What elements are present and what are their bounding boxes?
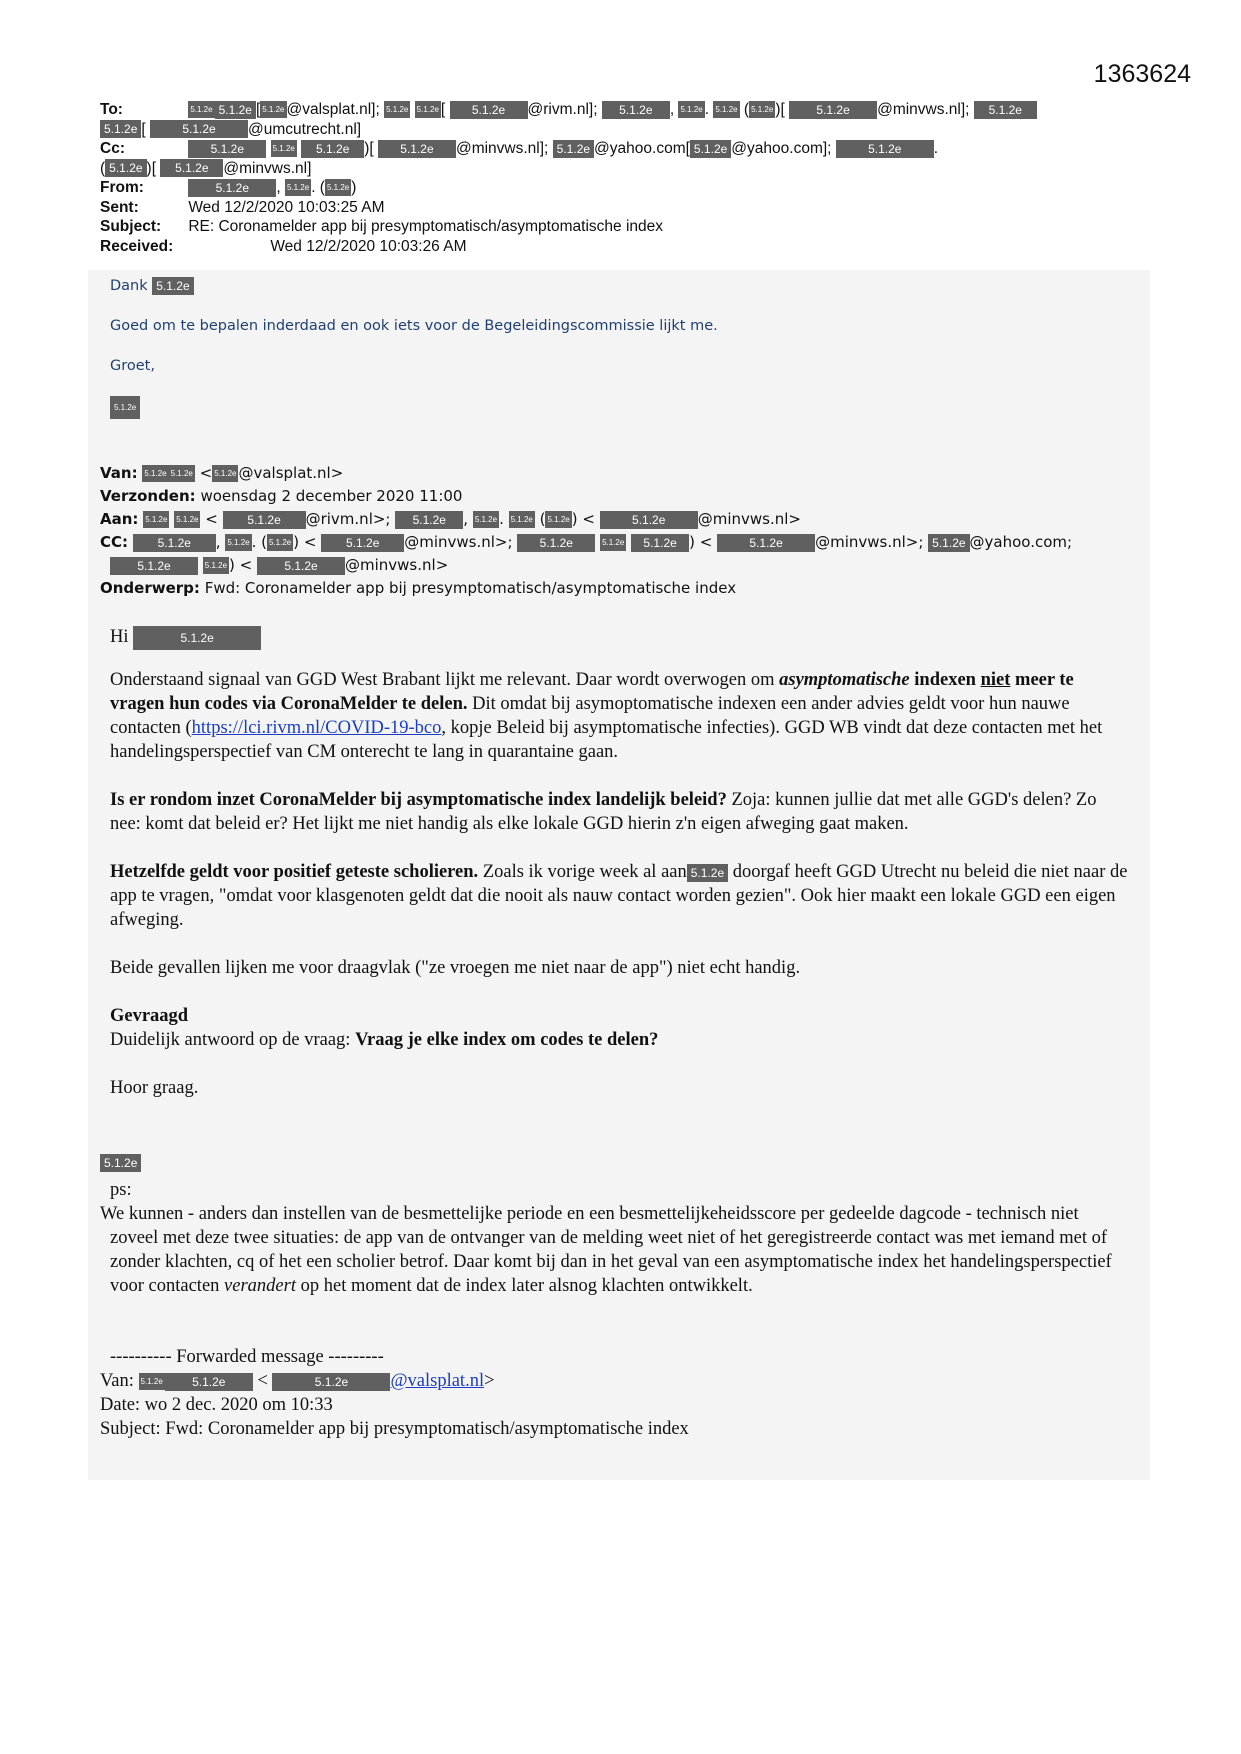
document-number: 1363624 [1093,60,1191,88]
cc-part: @yahoo.com]; [731,140,832,157]
redaction: 5.1.2e [110,557,198,575]
to-line-cont: 5.1.2e [ 5.1.2e @umcutrecht.nl] [100,120,1140,140]
forward-separator: ---------- Forwarded message --------- [110,1347,384,1367]
redaction: 5.1.2e [272,1373,390,1391]
paragraph-4: Beide gevallen lijken me voor draagvlak ("ze vroegen me niet naar de app") niet echt handig. [110,957,801,978]
subject-line [100,217,1140,237]
p1-text-e: meer te vragen hun codes via CoronaMelder te delen. [110,669,1074,714]
redaction: 5.1.2e [321,534,404,552]
forwarded-message [100,1345,1130,1441]
paragraph-6: Hoor graag. [110,1077,199,1098]
received-label: Received: [100,237,174,255]
redaction: 5.1.2e [749,101,775,118]
verzonden-value: woensdag 2 december 2020 11:00 [200,487,463,505]
p2-text-a: Is er rondom inzet CoronaMelder bij asymptomatische index landelijk beleid? [110,789,727,810]
p1-text-a: Onderstaand signaal van GGD West Brabant lijkt me relevant. Daar wordt overwogen om [110,669,780,690]
redaction: 5.1.2e [545,511,571,528]
redaction: 5.1.2e [378,140,456,158]
redaction: 5.1.2e [267,534,293,551]
p1-text-b: asymptomatische [779,669,910,690]
redaction: 5.1.2e [142,465,168,482]
redaction: 5.1.2e [169,465,195,482]
redaction: 5.1.2e [105,159,146,177]
dank-text: Dank [110,278,148,294]
redaction: 5.1.2e [325,179,351,196]
received-line [100,237,1140,257]
redaction: 5.1.2e [687,864,728,882]
redaction: 5.1.2e [713,101,739,118]
redaction: 5.1.2e [100,120,141,138]
p1-text-d: niet [980,669,1011,690]
paragraph-1 [110,668,1130,764]
redaction: 5.1.2e [384,101,410,118]
gevraagd-heading: Gevraagd [110,1005,189,1026]
redaction: 5.1.2e [678,101,704,118]
cc-part: @yahoo.com; [969,533,1073,551]
received-value: Wed 12/2/2020 10:03:26 AM [270,237,467,255]
redaction: 5.1.2e [690,140,731,158]
ps-label: ps: [110,1180,132,1200]
forward-van-domain[interactable]: @valsplat.nl [390,1371,485,1391]
redaction: 5.1.2e [271,140,297,157]
lci-link[interactable]: https://lci.rivm.nl/COVID-19-bco [191,717,442,738]
email-header [100,100,1140,256]
forward-van-label: Van: [100,1371,134,1391]
redaction: 5.1.2e [301,140,364,158]
redaction: 5.1.2e [974,101,1037,119]
redaction: 5.1.2e [188,140,266,158]
p1-text-f: Dit omdat bij asymoptomatische indexen een ander advies geldt voor hun nauwe contacten ( [110,693,1070,738]
p5-text-a: Duidelijk antwoord op de vraag: [110,1029,356,1050]
ps-text [100,1202,1130,1298]
redaction: 5.1.2e [212,465,238,482]
ps-text-b: verandert [224,1276,296,1296]
paragraph-2 [110,788,1130,836]
reply-text [110,276,718,439]
redaction: 5.1.2e [395,511,463,529]
aan-part: @minvws.nl> [697,510,801,528]
redaction: 5.1.2e [215,101,256,119]
to-part: @rivm.nl]; [527,101,598,118]
p3-text-b: Zoals ik vorige week al aan [478,861,687,882]
redaction: 5.1.2e [285,179,311,196]
redaction: 5.1.2e [836,140,934,158]
redaction: 5.1.2e [110,396,140,419]
paragraph-5 [110,1004,1130,1052]
redaction: 5.1.2e [717,534,815,552]
sent-label: Sent: [100,198,139,216]
paragraph-3 [110,860,1130,932]
redaction: 5.1.2e [152,277,193,295]
ps-text-a: We kunnen - anders dan instellen van de besmettelijke periode en een besmettelijkeheidsscore per gedeelde dagcode - technisch niet zoveel met deze twee situaties: de app van de ontvanger van de melding weet niet of het geregistreerde contact was met iemand met of zonder klachten, cq of het een scholier betrof. Daar komt bij dan in het geval van een asymptomatische index het handelingsperspectief voor contacten [100,1204,1112,1296]
redaction: 5.1.2e [631,534,689,552]
forward-header: Van: 5.1.2e 5.1.2e < 5.1.2e @valsplat.nl> Verzonden: woensdag 2 december 2020 11:00 Aan: 5.1.2e 5.1.2e < 5.1.2e @rivm.nl>; 5.1.2e , 5.1.2e . 5.1.2e ( 5.1.2e ) < 5.1.2e @minvws.nl> CC: 5.1.2e , 5.1.2e . ( 5.1.2e ) < 5.1.2e @minvws.nl>; 5.1.2e 5.1.2e 5.1.2e ) < 5.1.2e @minvws.nl>; 5.1.2e @yahoo.com; 5.1.2e 5.1.2e ) < 5.1.2e @minvws.nl> Onderwerp: Fwd: Coronamelder app bij presymptomatisch/asymptomatische index [100,464,1073,597]
redaction: 5.1.2e [415,101,441,118]
cc-label: Cc: [100,140,125,157]
sent-value: Wed 12/2/2020 10:03:25 AM [188,198,385,216]
to-part: @valsplat.nl]; [286,101,380,118]
redaction: 5.1.2e [473,511,499,528]
aan-label: Aan: [100,510,139,528]
van-domain: @valsplat.nl> [238,464,344,482]
ps-text-c: op het moment dat de index later alsnog klachten ontwikkelt. [295,1276,753,1296]
cc-label: CC: [100,533,129,551]
redaction: 5.1.2e [928,534,969,552]
redaction: 5.1.2e [133,534,216,552]
reply-line: Goed om te bepalen inderdaad en ook iets voor de Begeleidingscommissie lijkt me. [110,318,718,334]
onderwerp-label: Onderwerp: [100,579,200,597]
redaction: 5.1.2e [100,1154,141,1172]
p3-text-a: Hetzelfde geldt voor positief geteste scholieren. [110,861,479,882]
groet-text: Groet, [110,358,155,374]
van-label: Van: [100,464,138,482]
p1-text-c: indexen [909,669,976,690]
from-line: From: 5.1.2e , 5.1.2e . ( 5.1.2e ) [100,179,357,196]
redaction: 5.1.2e [143,511,169,528]
cc-part: @yahoo.com[ [594,140,690,157]
hi-text: Hi [110,627,129,647]
verzonden-label: Verzonden: [100,487,196,505]
redaction: 5.1.2e [160,159,223,177]
redaction: 5.1.2e [600,511,698,529]
redaction: 5.1.2e [174,511,200,528]
redaction: 5.1.2e [789,101,877,119]
to-label: To: [100,101,123,118]
cc-part: @minvws.nl>; [404,533,513,551]
redaction: 5.1.2e [165,1373,253,1391]
subject-label: Subject: [100,218,162,235]
redaction: 5.1.2e [223,511,306,529]
onderwerp-value: Fwd: Coronamelder app bij presymptomatisch/asymptomatische index [204,579,737,597]
redaction: 5.1.2e [188,179,276,197]
redaction: 5.1.2e [133,626,261,650]
redaction: 5.1.2e [225,534,251,551]
cc-line-cont: ( 5.1.2e )[ 5.1.2e @minvws.nl] [100,159,312,177]
to-line: To: 5.1.2e 5.1.2e [ 5.1.2e @valsplat.nl]; 5.1.2e 5.1.2e [ 5.1.2e @rivm.nl]; 5.1.2e , 5.1.2e . 5.1.2e ( 5.1.2e )[ 5.1.2e @minvws.nl]; 5.1.2e [100,100,1140,120]
redaction: 5.1.2e [553,140,594,158]
redaction: 5.1.2e [450,101,528,119]
forward-subject: Subject: Fwd: Coronamelder app bij presymptomatisch/asymptomatische index [100,1419,689,1439]
redaction: 5.1.2e [509,511,535,528]
p1-text-g: , kopje Beleid bij asymptomatische infecties). GGD WB vindt dat deze contacten met het handelingsperspectief van CM onterecht te lang in quarantaine gaan. [110,717,1103,762]
aan-part: @rivm.nl>; [305,510,391,528]
cc-line: Cc: 5.1.2e 5.1.2e 5.1.2e )[ 5.1.2e @minvws.nl]; 5.1.2e @yahoo.com[ 5.1.2e @yahoo.com]; 5.1.2e . [100,140,939,157]
redaction: 5.1.2e [188,101,214,118]
from-label: From: [100,179,144,196]
redaction: 5.1.2e [602,101,670,119]
sent-line [100,198,1140,218]
cc-part: @minvws.nl] [223,159,312,177]
redaction: 5.1.2e [203,557,229,574]
redaction: 5.1.2e [139,1373,165,1390]
cc-part: @minvws.nl>; [815,533,924,551]
ps-section [100,1150,1130,1298]
forward-van-line: Van: 5.1.2e 5.1.2e < 5.1.2e @valsplat.nl> [100,1371,495,1391]
p2-text-b: Zoja: kunnen jullie dat met alle GGD's delen? Zo nee: komt dat beleid er? Het lijkt me niet handig als elke lokale GGD hierin z'n eigen afweging gaat maken. [110,789,1097,834]
subject-value: RE: Coronamelder app bij presymptomatisch/asymptomatische index [188,218,663,235]
to-part: @umcutrecht.nl] [248,120,362,138]
forward-date: Date: wo 2 dec. 2020 om 10:33 [100,1395,333,1415]
redaction: 5.1.2e [257,557,345,575]
redaction: 5.1.2e [517,534,595,552]
p5-text-b: Vraag je elke index om codes te delen? [355,1029,659,1050]
redaction: 5.1.2e [260,101,286,118]
redaction: 5.1.2e [150,120,248,138]
to-part: @minvws.nl]; [877,101,970,118]
cc-part: @minvws.nl> [345,556,449,574]
p3-text-c: doorgaf heeft GGD Utrecht nu beleid die niet naar de app te vragen, "omdat voor klasgenoten geldt dat die nooit als nauw contact worden gezien". Ook hier maakt een lokale GGD een eigen afweging. [110,861,1128,930]
redaction: 5.1.2e [600,534,626,551]
cc-part: @minvws.nl]; [455,140,549,157]
message-body [110,625,1130,1124]
